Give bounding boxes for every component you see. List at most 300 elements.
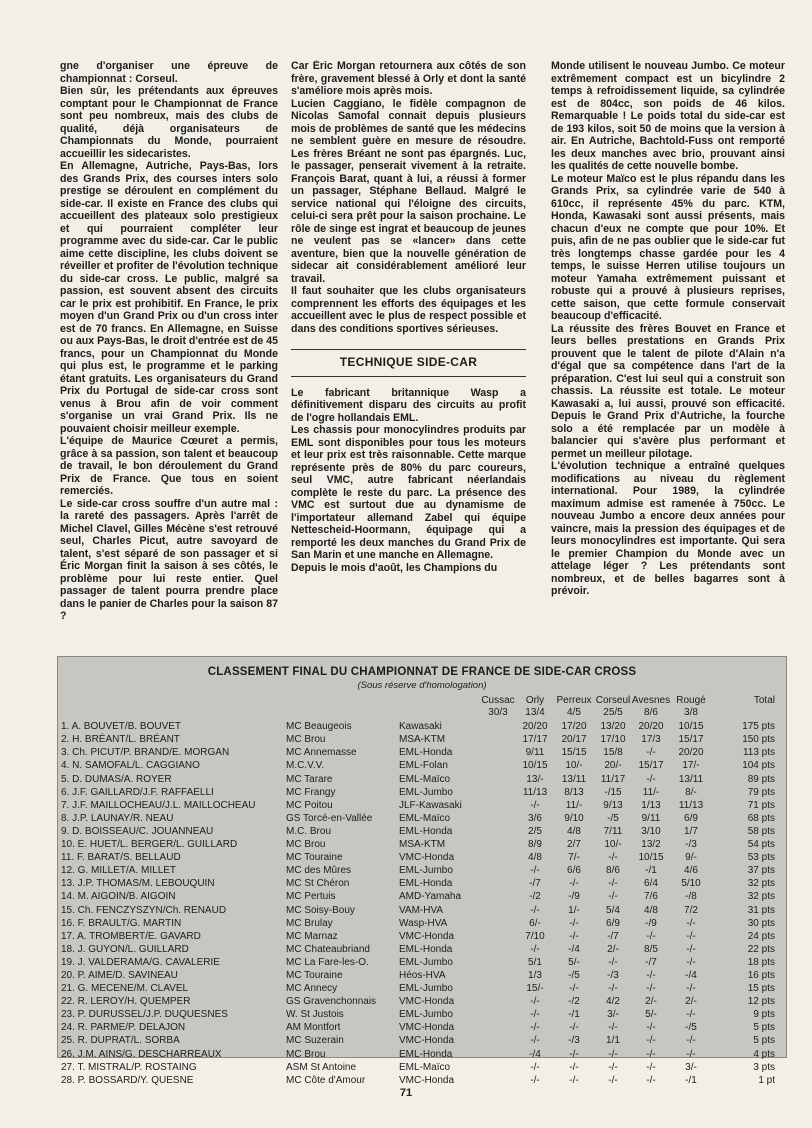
race-result-cell: 17/- [682,760,700,772]
table-row [58,864,786,877]
race-date: 13/4 [525,707,545,719]
table-row [58,1061,786,1074]
table-row [58,930,786,943]
club-cell: MC St Chéron [286,878,350,890]
machine-cell: MSA-KTM [399,734,446,746]
race-result-cell: -/- [646,747,656,759]
crew-cell: 27. T. MISTRAL/P. ROSTAING [61,1061,197,1073]
machine-cell: VMC-Honda [399,852,455,864]
race-result-cell: -/- [608,891,618,903]
race-result-cell: -/- [686,930,696,942]
race-result-cell: 5/1 [528,956,542,968]
paragraph: Monde utilisent le nouveau Jumbo. Ce moteur extrêmement compact est un bicylindre 2 temps à refroidissement liquide, sa cylindrée est de 804cc, son poids de 46 kilos. Remarquable ! Le poids total du side-car est de 193 kilos, soit 50 de moins que la version à air. En Autriche, Bachtold-Fuss ont remporté les deux manches avec brio, prouvant ainsi les qualités de cette nouvelle bombe. [551,60,785,172]
race-result-cell: 11/- [642,786,660,798]
total-cell: 37 pts [747,865,775,877]
race-result-cell: 7/11 [603,825,623,837]
race-result-cell: 3/- [685,1061,697,1073]
paragraph: Les chassis pour monocylindres produits par EML sont disponibles pour tous les moteurs et leur prix est très raisonnable. Cette marque représente près de 80% du parc coureurs, seul VMC, autre fabricant néerlandais complète le reste du parc. La présence des VMC est surtout due au dynamisme de l'importateur allemand Zabel qui équipe Nettescheid-Hoormann, équipage qui a remporté les deux manches du Grand Prix de San Marin et une manche en Allemagne. [291,424,526,561]
race-result-cell: -/- [569,1074,579,1086]
article-column-2 [291,60,526,650]
table-row [58,904,786,917]
total-cell: 9 pts [753,1009,775,1021]
race-result-cell: -/- [608,852,618,864]
table-row [58,982,786,995]
club-cell: ASM St Antoine [286,1061,357,1073]
race-result-cell: 4/6 [684,865,698,877]
machine-cell: EML-Jumbo [399,786,453,798]
race-result-cell: -/- [686,943,696,955]
race-result-cell: -/1 [645,865,657,877]
race-result-cell: 7/2 [684,904,698,916]
race-result-cell: -/- [686,1035,696,1047]
crew-cell: 8. J.P. LAUNAY/R. NEAU [61,812,174,824]
race-result-cell: -/- [608,1074,618,1086]
race-result-cell: 3/10 [641,825,661,837]
race-result-cell: -/- [686,983,696,995]
total-cell: 113 pts [742,747,775,759]
table-row [58,877,786,890]
race-result-cell: 6/6 [567,865,581,877]
race-result-cell: -/- [608,1022,618,1034]
club-cell: MC La Fare-les-O. [286,956,369,968]
race-result-cell: 20/20 [638,721,664,733]
table-row [58,825,786,838]
total-cell: 53 pts [747,852,775,864]
crew-cell: 13. J.P. THOMAS/M. LEBOUQUIN [61,878,215,890]
paragraph: En Allemagne, Autriche, Pays-Bas, lors des Grands Prix, des courses inters solo prestige se déroulent en complément du side-car. Il existe en France des clubs qui accueillent des plateaux solo prestigieux et qui pourraient compléter leur programme avec du side-car. Car le public aime cette discipline, les clubs doivent se réveiller et profiter de l'évolution technique du side-car cross. Le public, malgré sa passion, est souvent absent des circuits car le prix est prohibitif. En France, le prix moyen d'un Grand Prix ou d'un cross inter est de 70 francs. En Allemagne, en Suisse ou aux Pays-Bas, le droit d'entrée est de 45 francs, pour un Championnat du Monde qui plus est, le programme et le parking étant gratuits. Les organisateurs du Grand Prix du Portugal de side-car cross sont venus à Brou afin de voir comment s'organise un vrai Grand Prix. Ils ne pouvaient choisir meilleur exemple. [60,160,278,435]
race-result-cell: 15/- [526,983,544,995]
crew-cell: 19. J. VALDERAMA/G. CAVALERIE [61,956,220,968]
race-result-cell: 4/2 [606,996,620,1008]
race-name: Orly [525,695,545,707]
race-result-cell: -/- [686,1048,696,1060]
club-cell: M.C.V.V. [286,760,325,772]
race-result-cell: 2/- [685,996,697,1008]
race-result-cell: 3/- [607,1009,619,1021]
race-result-cell: -/- [569,878,579,890]
crew-cell: 12. G. MILLET/A. MILLET [61,865,177,877]
crew-cell: 10. E. HUET/L. BERGER/L. GUILLARD [61,839,238,851]
machine-cell: EML-Jumbo [399,865,453,877]
race-result-cell: -/- [646,1022,656,1034]
race-result-cell: 1/1 [606,1035,620,1047]
race-result-cell: -/3 [607,969,619,981]
machine-cell: EML-Honda [399,825,453,837]
race-result-cell: -/4 [685,969,697,981]
crew-cell: 4. N. SAMOFAL/L. CAGGIANO [61,760,200,772]
table-row [58,838,786,851]
race-result-cell: -/5 [607,812,619,824]
total-cell: 24 pts [747,930,775,942]
crew-cell: 20. P. AIME/D. SAVINEAU [61,969,178,981]
race-result-cell: -/3 [568,1035,580,1047]
machine-cell: JLF-Kawasaki [399,799,462,811]
table-row [58,812,786,825]
race-result-cell: 4/8 [567,825,581,837]
machine-cell: MSA-KTM [399,839,446,851]
machine-cell: Kawasaki [399,721,442,733]
race-result-cell: -/1 [568,1009,580,1021]
race-result-cell: 9/11 [525,747,545,759]
table-row [58,1021,786,1034]
table-row [58,1048,786,1061]
race-result-cell: 5/- [568,956,580,968]
race-date: 30/3 [488,707,508,719]
header-race-names [58,694,786,706]
race-result-cell: 9/11 [641,812,661,824]
race-result-cell: -/- [686,917,696,929]
race-result-cell: -/- [530,943,540,955]
race-date: 25/5 [603,707,623,719]
race-result-cell: -/- [569,930,579,942]
paragraph: Le fabricant britannique Wasp a définitivement disparu des circuits au profit de l'ogre hollandais EML. [291,386,526,424]
crew-cell: 26. J.M. AINS/G. DESCHARREAUX [61,1048,222,1060]
total-cell: 16 pts [747,969,775,981]
machine-cell: VMC-Honda [399,930,455,942]
race-result-cell: -/5 [568,969,580,981]
race-result-cell: 2/- [607,943,619,955]
race-result-cell: -/3 [685,839,697,851]
race-result-cell: -/8 [685,891,697,903]
race-result-cell: -/- [646,1035,656,1047]
crew-cell: 17. A. TROMBERT/E. GAVARD [61,930,201,942]
crew-cell: 28. P. BOSSARD/Y. QUESNE [61,1074,194,1086]
total-cell: 3 pts [753,1061,775,1073]
club-cell: MC Brou [286,734,326,746]
race-result-cell: 7/- [568,852,580,864]
race-result-cell: 10/- [565,760,583,772]
crew-cell: 3. Ch. PICUT/P. BRAND/E. MORGAN [61,747,230,759]
race-result-cell: 6/9 [684,812,698,824]
club-cell: W. St Justois [286,1009,344,1021]
crew-cell: 25. R. DUPRAT/L. SORBA [61,1035,180,1047]
race-result-cell: -/- [530,865,540,877]
race-result-cell: -/- [530,1061,540,1073]
column-2-text-top [291,60,526,335]
crew-cell: 23. P. DURUSSEL/J.P. DUQUESNES [61,1009,228,1021]
paragraph: Le side-car cross souffre d'un autre mal : la rareté des passagers. Après l'arrêt de Michel Clavel, Gilles Mécène s'est retrouvé seul, Charles Picut, autre savoyard de talent, s'est séparé de son passager et si Éric Morgan finit la saison à ses côtés, le problème pour lui reste entier. Quel passager de talent pourra prendre place dans le panier de Charles pour la saison 87 ? [60,497,278,622]
crew-cell: 2. H. BRÉANT/L. BRÉANT [61,734,180,746]
table-body [58,720,786,1087]
race-result-cell: 13/20 [600,721,626,733]
race-result-cell: -/- [608,878,618,890]
machine-cell: EML-Jumbo [399,956,453,968]
machine-cell: VMC-Honda [399,996,455,1008]
machine-cell: EML-Honda [399,1048,453,1060]
club-cell: MC Brou [286,839,326,851]
club-cell: MC Chateaubriand [286,943,370,955]
crew-cell: 11. F. BARAT/S. BELLAUD [61,852,181,864]
crew-cell: 14. M. AIGOIN/B. AIGOIN [61,891,176,903]
machine-cell: EML-Folan [399,760,448,772]
race-result-cell: -/- [569,917,579,929]
club-cell: MC Annemasse [286,747,357,759]
race-result-cell: 5/4 [606,904,620,916]
race-result-cell: 20/17 [561,734,587,746]
race-result-cell: -/2 [568,996,580,1008]
total-cell: 68 pts [747,812,775,824]
paragraph: Car Éric Morgan retournera aux côtés de son frère, gravement blessé à Orly et dont la santé s'améliore mois après mois. [291,60,526,97]
total-cell: 32 pts [747,891,775,903]
total-cell: 89 pts [747,773,775,785]
crew-cell: 15. Ch. FENCZYSZYN/Ch. RENAUD [61,904,227,916]
table-subtitle: (Sous réserve d'homologation) [357,680,487,692]
paragraph: L'évolution technique a entraîné quelques modifications au niveau du règlement international. Pour 1989, la cylindrée maximum admise est ramenée à 750cc. Le nouveau Jumbo a encore deux années pour vaincre, mais la pression des équipages et de leurs monocylindres est importante. Qui sera le premier Champion du Monde avec un attelage léger ? Les prétendants sont nombreux, et de belles bagarres sont à prévoir. [551,460,785,597]
machine-cell: VMC-Honda [399,1022,455,1034]
race-result-cell: 11/13 [678,799,704,811]
total-cell: 1 pt [758,1074,775,1086]
paragraph: La réussite des frères Bouvet en France et leurs belles prestations en Grands Prix prouvent que le talent de pilote d'Alain n'a d'égal que sa compétence dans l'art de la préparation. C'est lui seul qui a construit son chassis. La réussite est totale. Le moteur Kawasaki a, lui aussi, prouvé son efficacité. Depuis le Grand Prix d'Autriche, la fourche solo a été remplacée par un modèle à balancier qui s'avère plus performant et permet un meilleur pilotage. [551,322,785,460]
club-cell: MC Touraine [286,852,343,864]
race-result-cell: 11/- [565,799,583,811]
total-cell: 15 pts [747,983,775,995]
machine-cell: AMD-Yamaha [399,891,462,903]
club-cell: MC Poitou [286,799,333,811]
machine-cell: Héos-HVA [399,969,446,981]
race-result-cell: -/7 [529,878,541,890]
race-result-cell: 4/8 [644,904,658,916]
race-result-cell: 9/10 [564,812,584,824]
table-row [58,746,786,759]
crew-cell: 7. J.F. MAILLOCHEAU/J.L. MAILLOCHEAU [61,799,256,811]
race-result-cell: 15/17 [678,734,704,746]
total-cell: 175 pts [742,721,775,733]
total-cell: 32 pts [747,878,775,890]
race-result-cell: 9/- [685,852,697,864]
race-result-cell: -/1 [685,1074,697,1086]
race-result-cell: 8/- [685,786,697,798]
machine-cell: EML-Maïco [399,812,451,824]
race-result-cell: -/7 [645,956,657,968]
paragraph: L'équipe de Maurice Cœuret a permis, grâce à sa passion, son talent et beaucoup de travail, le bon déroulement du Grand Prix de France. Que tous en soient remerciés. [60,435,278,497]
race-result-cell: -/- [686,956,696,968]
race-result-cell: -/- [530,1022,540,1034]
club-cell: MC Suzerain [286,1035,344,1047]
race-result-cell: 3/6 [528,812,542,824]
race-name: Rougé [676,695,706,707]
machine-cell: VMC-Honda [399,1074,455,1086]
total-cell: 22 pts [747,943,775,955]
race-result-cell: 15/17 [638,760,664,772]
race-result-cell: 17/17 [522,734,548,746]
race-result-cell: 9/13 [603,799,623,811]
race-name: Corseul [595,695,631,707]
total-cell: 150 pts [742,734,775,746]
race-result-cell: 5/10 [681,878,701,890]
club-cell: MC Tarare [286,773,333,785]
race-result-cell: 13/11 [561,773,587,785]
club-cell: MC Brou [286,1048,326,1060]
paragraph: Lucien Caggiano, le fidèle compagnon de Nicolas Samofal connait depuis plusieurs mois de problèmes de santé que les médecins ne semblent guère en mesure de résoudre. Les frères Bréant ne sont pas épargnés. Luc, le passager, penserait vivement à la retraite. François Barat, quant à lui, a réussi à former un passager, Stéphane Bellaud. Malgré le service national qui l'éloigne des circuits, celui-ci sera prêt pour la saison prochaine. Le rôle de singe est ingrat et beaucoup de jeunes ne veulent pas se «lancer» dans cette aventure, bien que la nouvelle génération de sidecar ait considérablement amélioré leur travail. [291,97,526,285]
race-result-cell: -/- [530,1074,540,1086]
race-result-cell: -/- [608,1048,618,1060]
club-cell: MC Beaugeois [286,721,352,733]
race-date: 8/6 [644,707,658,719]
race-result-cell: 1/- [568,904,580,916]
machine-cell: EML-Maïco [399,1061,451,1073]
race-result-cell: -/4 [529,1048,541,1060]
race-result-cell: 1/7 [684,825,698,837]
club-cell: GS Torcé-en-Vallée [286,812,373,824]
race-result-cell: -/- [530,799,540,811]
race-result-cell: -/- [608,956,618,968]
race-result-cell: -/7 [607,930,619,942]
total-cell: 12 pts [747,996,775,1008]
table-row [58,773,786,786]
race-result-cell: -/5 [685,1022,697,1034]
machine-cell: EML-Honda [399,943,453,955]
machine-cell: EML-Jumbo [399,1009,453,1021]
total-header: Total [753,695,775,707]
club-cell: MC Touraine [286,969,343,981]
total-cell: 30 pts [747,917,775,929]
race-result-cell: 8/9 [528,839,542,851]
race-result-cell: -/- [569,983,579,995]
club-cell: MC Brulay [286,917,333,929]
total-cell: 79 pts [747,786,775,798]
race-date: 3/8 [684,707,698,719]
column-2-text-bottom [291,387,526,575]
crew-cell: 21. G. MECENE/M. CLAVEL [61,983,189,995]
table-row [58,1034,786,1047]
race-result-cell: -/- [569,1061,579,1073]
total-cell: 71 pts [747,799,775,811]
race-result-cell: 10/15 [638,852,664,864]
race-result-cell: -/- [646,1048,656,1060]
table-row [58,1074,786,1087]
race-result-cell: 8/6 [606,865,620,877]
table-row [58,995,786,1008]
table-row [58,851,786,864]
article-column-3 [551,60,785,650]
machine-cell: EML-Maïco [399,773,451,785]
race-result-cell: 2/- [645,996,657,1008]
race-result-cell: -/- [530,1035,540,1047]
crew-cell: 6. J.F. GAILLARD/J.F. RAFFAELLI [61,786,214,798]
crew-cell: 9. D. BOISSEAU/C. JOUANNEAU [61,825,214,837]
race-result-cell: 8/5 [644,943,658,955]
table-row [58,956,786,969]
race-result-cell: 11/13 [522,786,548,798]
race-result-cell: 7/6 [644,891,658,903]
race-result-cell: -/- [569,1022,579,1034]
paragraph: gne d'organiser une épreuve de championnat : Corseul. [60,60,278,85]
race-result-cell: -/- [646,1074,656,1086]
race-result-cell: 20/20 [522,721,548,733]
total-cell: 4 pts [753,1048,775,1060]
total-cell: 58 pts [747,825,775,837]
machine-cell: EML-Honda [399,878,453,890]
race-result-cell: 15/15 [561,747,587,759]
race-result-cell: -/- [686,1009,696,1021]
race-result-cell: 6/- [529,917,541,929]
table-title: CLASSEMENT FINAL DU CHAMPIONNAT DE FRANCE DE SIDE-CAR CROSS [207,666,637,678]
crew-cell: 5. D. DUMAS/A. ROYER [61,773,172,785]
race-result-cell: 10/- [604,839,622,851]
race-result-cell: 10/15 [522,760,548,772]
race-name: Avesnes [631,695,671,707]
race-result-cell: 1/13 [641,799,661,811]
total-cell: 5 pts [753,1022,775,1034]
total-cell: 5 pts [753,1035,775,1047]
club-cell: MC des Mûres [286,865,352,877]
club-cell: MC Marnaz [286,930,338,942]
table-row [58,786,786,799]
machine-cell: VAM-HVA [399,904,444,916]
race-result-cell: -/- [530,996,540,1008]
race-result-cell: 4/8 [528,852,542,864]
table-row [58,759,786,772]
crew-cell: 24. R. PARME/P. DELAJON [61,1022,186,1034]
table-row [58,969,786,982]
race-result-cell: 13/2 [641,839,661,851]
section-heading: TECHNIQUE SIDE-CAR [291,349,526,377]
total-cell: 31 pts [747,904,775,916]
race-result-cell: 11/17 [600,773,626,785]
machine-cell: VMC-Honda [399,1035,455,1047]
race-result-cell: -/- [646,773,656,785]
table-row [58,720,786,733]
club-cell: AM Montfort [286,1022,341,1034]
crew-cell: 1. A. BOUVET/B. BOUVET [61,721,182,733]
paragraph: Depuis le mois d'août, les Champions du [291,561,498,574]
table-row [58,943,786,956]
race-result-cell: 13/11 [678,773,704,785]
club-cell: GS Gravenchonnais [286,996,377,1008]
table-row [58,799,786,812]
race-result-cell: -/4 [568,943,580,955]
race-result-cell: -/- [569,1048,579,1060]
race-result-cell: -/- [646,1061,656,1073]
race-name: Cussac [481,695,515,707]
crew-cell: 16. F. BRAULT/G. MARTIN [61,917,182,929]
club-cell: MC Annecy [286,983,338,995]
race-date: 4/5 [567,707,581,719]
results-table [57,656,787,1086]
race-result-cell: 10/15 [678,721,704,733]
paragraph: Le moteur Maïco est le plus répandu dans les Grands Prix, sa cylindrée varie de 540 à 610cc, il représente 45% du parc. KTM, Honda, Kawasaki sont aussi présents, mais chacun d'eux ne compte que pour 10%. Et puis, afin de ne pas oublier que le side-car fut très longtemps chasse gardée pour les 4 temps, le suisse Herren utilise toujours un moteur Yamaha extrêmement puissant et robuste qui a prouvé à plusieurs reprises, cette saison, que cette formule conservait beaucoup d'efficacité. [551,172,785,322]
total-cell: 18 pts [747,956,775,968]
race-name: Perreux [556,695,592,707]
table-row [58,1008,786,1021]
race-result-cell: -/- [608,1061,618,1073]
race-result-cell: 20/20 [678,747,704,759]
race-result-cell: 2/7 [567,839,581,851]
race-result-cell: -/- [608,983,618,995]
machine-cell: EML-Jumbo [399,983,453,995]
page-number: 71 [399,1087,413,1099]
club-cell: MC Pertuis [286,891,336,903]
table-row [58,917,786,930]
club-cell: M.C. Brou [286,825,332,837]
club-cell: MC Frangy [286,786,336,798]
table-row [58,733,786,746]
race-result-cell: 13/- [526,773,544,785]
total-cell: 104 pts [742,760,775,772]
race-result-cell: 17/10 [600,734,626,746]
table-row [58,890,786,903]
race-result-cell: -/- [646,930,656,942]
race-result-cell: 6/9 [606,917,620,929]
club-cell: MC Côte d'Amour [286,1074,366,1086]
race-result-cell: 5/- [645,1009,657,1021]
race-result-cell: -/9 [645,917,657,929]
race-result-cell: 20/- [604,760,622,772]
race-result-cell: -/9 [568,891,580,903]
total-cell: 54 pts [747,839,775,851]
race-result-cell: -/- [530,904,540,916]
club-cell: MC Soisy-Bouy [286,904,355,916]
